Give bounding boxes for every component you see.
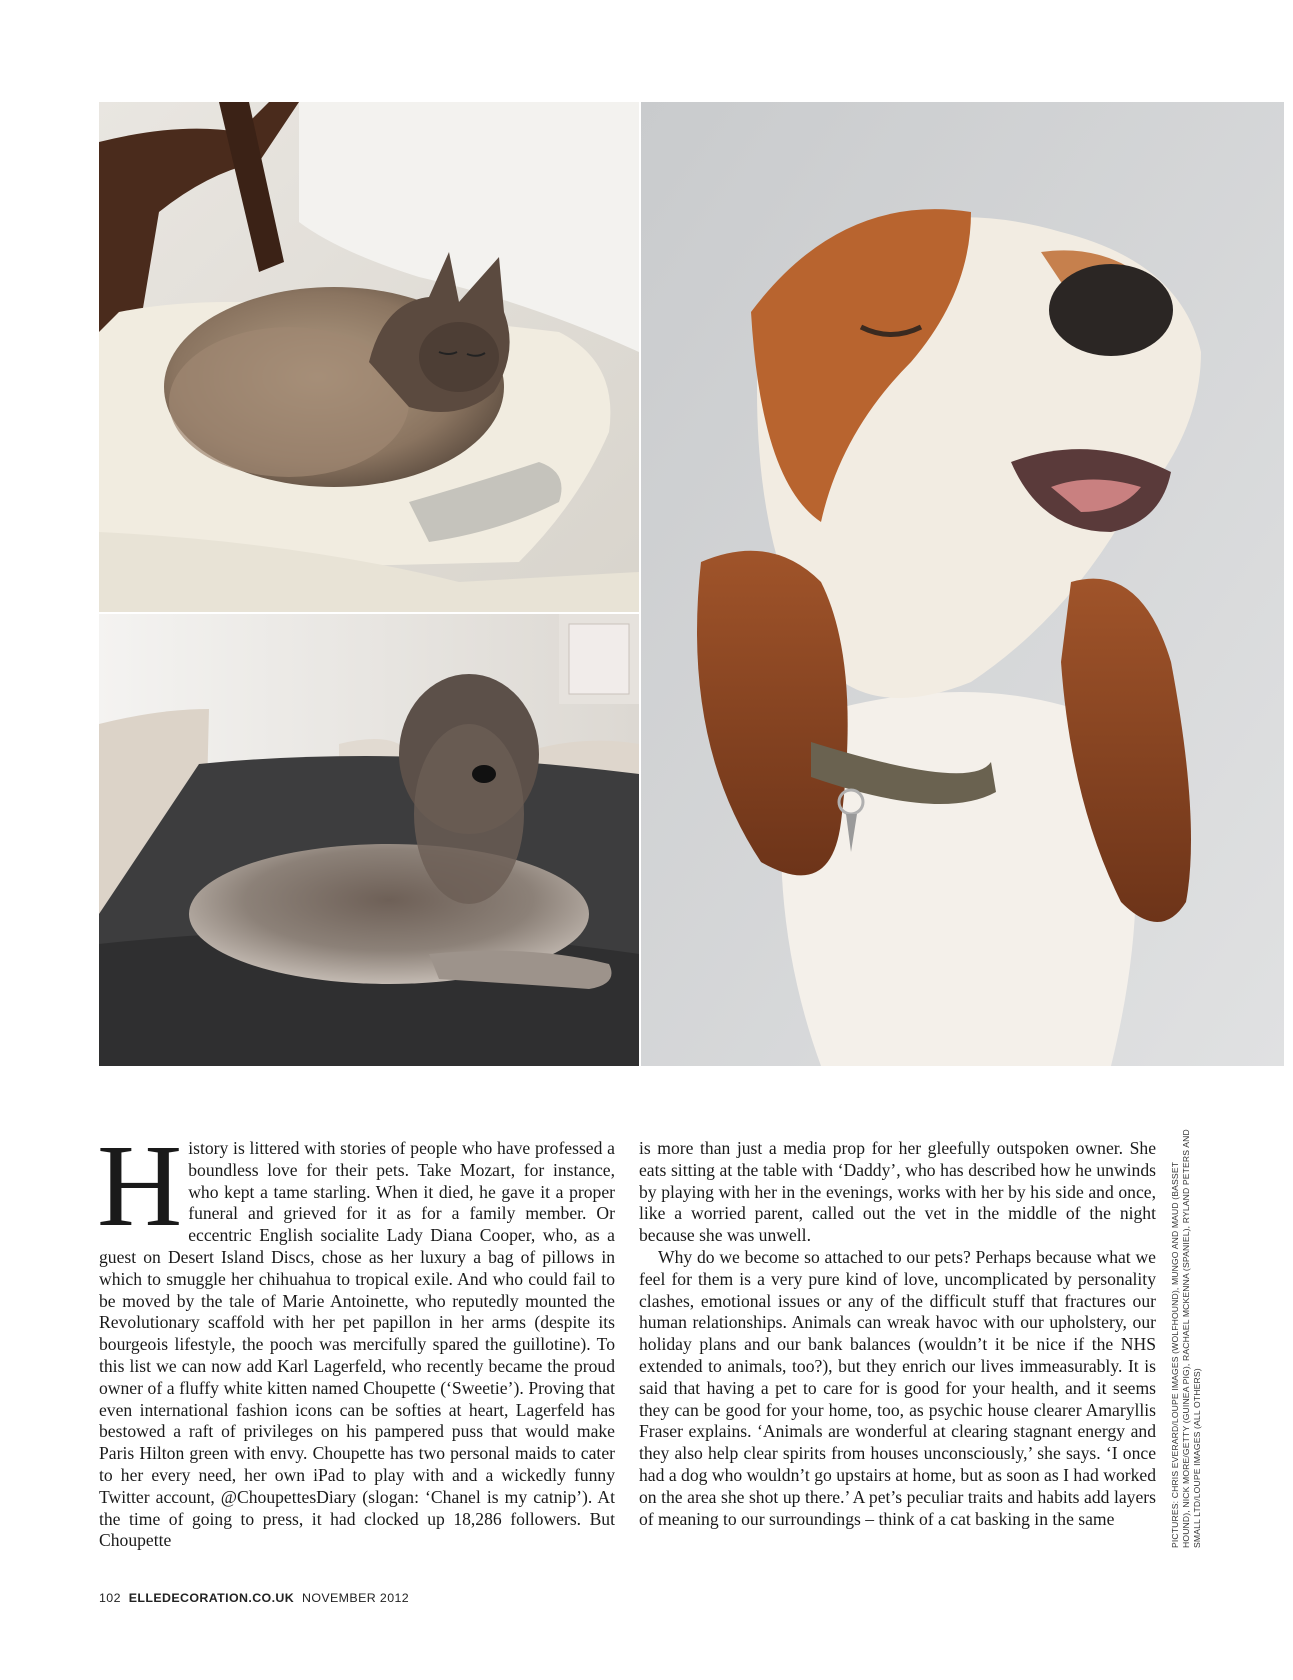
article-paragraph: [97, 1120, 615, 1552]
drop-cap: H: [97, 1120, 183, 1251]
issue-date: NOVEMBER 2012: [301, 1591, 410, 1605]
sleeping-cat-photo: [99, 102, 639, 612]
article-paragraph: Why do we become so attached to our pets? Perhaps because what we feel for them is a very pure kind of love, uncomplicated by personality clashes, emotional issues or any of the difficult stuff that fractures our human relationships. Animals can wreak havoc with our upholstery, our holiday plans and our bank balances (wouldn’t it be nice if the NHS extended to animals, too?), but they enrich our lives immeasurably. It is said that having a pet to care for is good for your health, and it seems they can be good for your home, too, as psychic house clearer Amaryllis Fraser explains. ‘Animals are wonderful at clearing stagnant energy and they also help clear spirits from houses unconsciously,’ she says. ‘I once had a dog who wouldn’t go upstairs at home, but as soon as I had worked on the area she shot up there.’ A pet’s peculiar traits and habits add layers of meaning to our surroundings – think of a cat basking in the same: [639, 1246, 1156, 1529]
magazine-site[interactable]: ELLEDECORATION.CO.UK: [128, 1591, 295, 1605]
article-text-left: istory is littered with stories of people who have professed a boundless love for their pets. Take Mozart, for instance, who kept a tame starling. When it died, he gave it a proper funeral and grieved for it as for a family member. Or eccentric English socialite Lady Diana Cooper, who, as a guest on Desert Island Discs, chose as her luxury a bag of pillows in which to smuggle her chihuahua to tropical exile. And who could fail to be moved by the tale of Marie Antoinette, who reputedly mounted the Revolutionary scaffold with her pet papillon in her arms (despite its bourgeois lifestyle, the pooch was mercifully spared the guillotine). To this list we can now add Karl Lagerfeld, who recently became the proud owner of a fluffy white kitten named Choupette (‘Sweetie’). Proving that even international fashion icons can be softies at heart, Lagerfeld has bestowed a raft of privileges on his pampered puss that would make Paris Hilton green with envy. Choupette has two personal maids to cater to her every need, her own iPad to play with and a wickedly funny Twitter account, @ChoupettesDiary (slogan: ‘Chanel is my catnip’). At the time of going to press, it had clocked up 18,286 followers. But Choupette: [99, 1138, 615, 1551]
article-column-left: [97, 1120, 615, 1552]
article-column-right: [639, 1138, 1156, 1530]
page-footer: [99, 1591, 413, 1605]
article-paragraph: is more than just a media prop for her gleefully outspoken owner. She eats sitting at the table with ‘Daddy’, who has described how he unwinds by playing with her in the evenings, works with her by his side and once, like a worried parent, called out the vet in the middle of the night because she was unwell.: [639, 1138, 1156, 1246]
wolfhound-on-sofa-photo: [99, 614, 639, 1066]
page-number: 102: [99, 1591, 121, 1605]
picture-credits: PICTURES: CHRIS EVERARD/LOUPE IMAGES (WOLFHOUND), MUNGO AND MAUD (BASSET HOUND), NICK MORE/GETTY (GUINEA PIG), RACHAEL MCKENNA (SPANIEL), RYLAND PETERS AND SMALL LTD/LOUPE IMAGES (ALL OTHERS): [1170, 1129, 1202, 1548]
basset-hound-photo: [641, 102, 1284, 1066]
